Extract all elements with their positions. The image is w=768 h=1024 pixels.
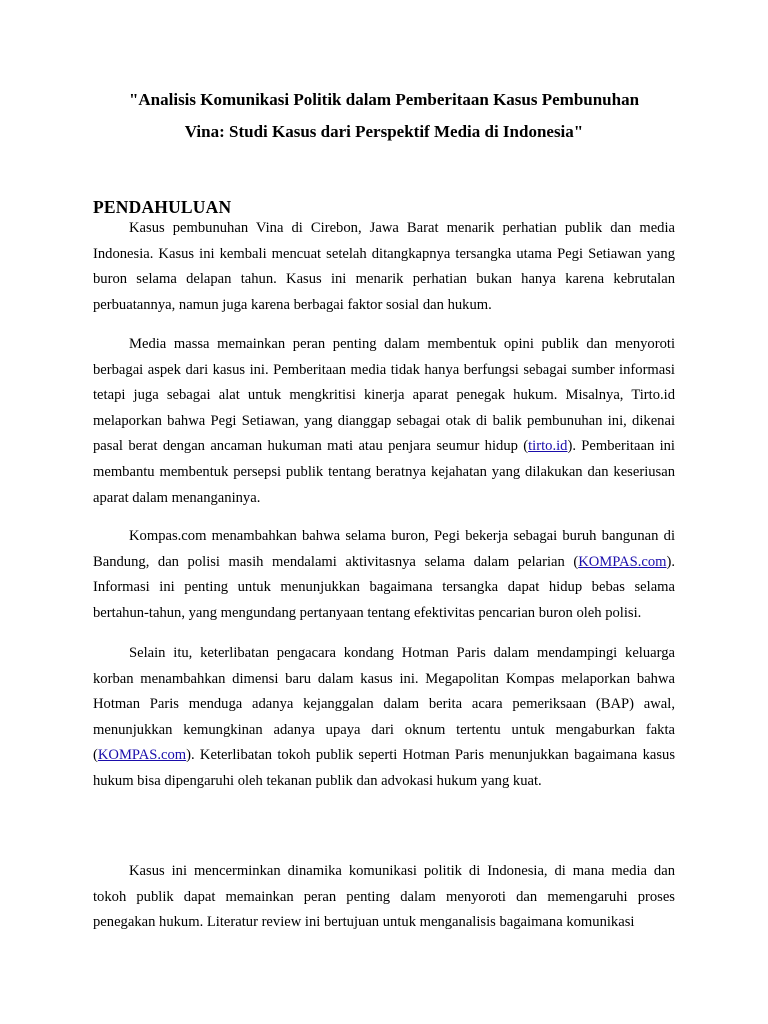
title-line-2: Vina: Studi Kasus dari Perspektif Media di Indonesia" [184,122,584,141]
paragraph-3-text-after: ). Informasi ini penting untuk menunjukkan bagaimana tersangka dapat hidup bebas selama bertahun-tahun, yang mengundang pertanyaan tentang efektivitas pencarian buron oleh polisi. [93,553,675,621]
paragraph-2 [93,332,675,511]
paragraph-2-text-before: Media massa memainkan peran penting dalam membentuk opini publik dan menyoroti berbagai aspek dari kasus ini. Pemberitaan media tidak hanya berfungsi sebagai sumber informasi tetapi juga sebagai alat untuk mengkritisi kinerja aparat penegak hukum. Misalnya, Tirto.id melaporkan bahwa Pegi Setiawan, yang dianggap sebagai otak di balik pembunuhan ini, dikenai pasal berat dengan ancaman hukuman mati atau penjara seumur hidup ( [93,336,675,455]
tirto-link[interactable]: tirto.id [528,438,568,455]
paragraph-5-text: Kasus ini mencerminkan dinamika komunikasi politik di Indonesia, di mana media dan tokoh publik dapat memainkan peran penting dalam menyoroti dan memengaruhi proses penegakan hukum. Literatur review ini bertujuan untuk menganalisis bagaimana komunikasi [93,863,675,931]
paragraph-4 [93,641,675,795]
kompas-link-2[interactable]: KOMPAS.com [97,747,187,764]
paragraph-4-text-before: Selain itu, keterlibatan pengacara kondang Hotman Paris dalam mendampingi keluarga korban menambahkan dimensi baru dalam kasus ini. Megapolitan Kompas melaporkan bahwa Hotman Paris menduga adanya kejanggalan dalam berita acara pemeriksaan (BAP) awal, menunjukkan kemungkinan adanya upaya dari oknum tertentu untuk mengaburkan fakta ( [93,645,675,764]
paragraph-2-text-after: ). Pemberitaan ini membantu membentuk persepsi publik tentang beratnya kejahatan yang dilakukan dan keseriusan aparat dalam menanganinya. [93,438,675,506]
paragraph-4-text-after: ). Keterlibatan tokoh publik seperti Hotman Paris menunjukkan bagaimana kasus hukum bisa dipengaruhi oleh tekanan publik dan advokasi hukum yang kuat. [93,747,675,789]
document-title [93,84,675,148]
paragraph-3 [93,524,675,626]
section-heading: PENDAHULUAN [93,197,232,217]
kompas-link-1[interactable]: KOMPAS.com [578,553,667,570]
paragraph-5 [93,859,675,936]
paragraph-3-text-before: Kompas.com menambahkan bahwa selama buron, Pegi bekerja sebagai buruh bangunan di Bandung, dan polisi masih mendalami aktivitasnya selama dalam pelarian ( [93,528,675,570]
title-line-1: "Analisis Komunikasi Politik dalam Pemberitaan Kasus Pembunuhan [128,90,640,109]
paragraph-1-text: Kasus pembunuhan Vina di Cirebon, Jawa Barat menarik perhatian publik dan media Indonesia. Kasus ini kembali mencuat setelah ditangkapnya tersangka utama Pegi Setiawan yang buron selama delapan tahun. Kasus ini menarik perhatian bukan hanya karena kebrutalan perbuatannya, namun juga karena berbagai faktor sosial dan hukum. [93,220,675,313]
paragraph-1 [93,216,675,318]
